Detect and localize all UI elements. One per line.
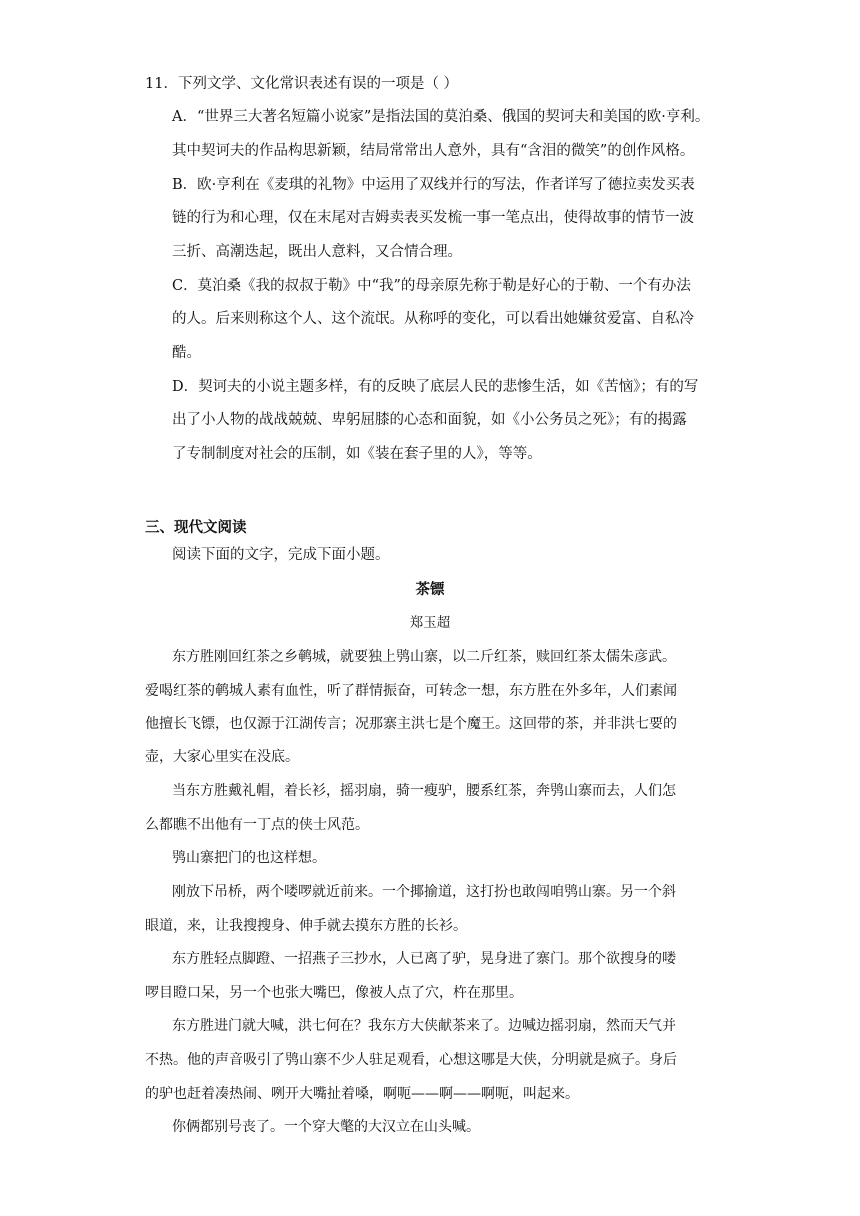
story-title: 茶镖 xyxy=(415,581,445,598)
option-c-line-3: 酷。 xyxy=(172,345,201,361)
story-line: 眼道，来，让我搜搜身、伸手就去摸东方胜的长衫。 xyxy=(145,918,467,934)
question-title: 11．下列文学、文化常识表述有误的一项是（ ） xyxy=(145,76,459,92)
option-c-line-1: C．莫泊桑《我的叔叔于勒》中“我”的母亲原先称于勒是好心的于勒、一个有办法 xyxy=(172,278,691,294)
option-b-line-3: 三折、高潮迭起，既出人意料，又合情合理。 xyxy=(172,244,462,260)
story-line: 鸮山寨把门的也这样想。 xyxy=(172,850,326,866)
option-c-line-2: 的人。后来则称这个人、这个流氓。从称呼的变化，可以看出她嫌贫爱富、自私冷 xyxy=(172,311,694,327)
story-line: 壶，大家心里实在没底。 xyxy=(145,749,299,765)
story-line: 你俩都别号丧了。一个穿大氅的大汉立在山头喊。 xyxy=(172,1119,480,1135)
story-line: 么都瞧不出他有一丁点的侠士风范。 xyxy=(145,817,369,833)
story-line: 他擅长飞镖，也仅源于江湖传言；况那寨主洪七是个魔王。这回带的茶，并非洪七要的 xyxy=(145,716,677,732)
section-instruction: 阅读下面的文字，完成下面小题。 xyxy=(172,547,390,563)
story-line: 不热。他的声音吸引了鸮山寨不少人驻足观看，心想这哪是大侠，分明就是疯子。身后 xyxy=(145,1052,677,1068)
story-line: 的驴也赶着凑热闹、咧开大嘴扯着嗓，啊呃——啊——啊呃，叫起来。 xyxy=(145,1086,579,1102)
section-title: 三、现代文阅读 xyxy=(145,519,247,536)
story-line: 东方胜轻点脚蹬、一招燕子三抄水，人已离了驴，晃身进了寨门。那个欲搜身的喽 xyxy=(172,951,676,967)
story-line: 东方胜进门就大喊，洪七何在？我东方大侠献茶来了。边喊边摇羽扇，然而天气并 xyxy=(172,1018,676,1034)
story-author: 郑玉超 xyxy=(409,615,451,631)
story-line: 刚放下吊桥，两个喽啰就近前来。一个揶揄道，这打扮也敢闯咱鸮山寨。另一个斜 xyxy=(172,884,676,900)
option-b-line-2: 链的行为和心理，仅在末尾对吉姆卖表买发梳一事一笔点出，使得故事的情节一波 xyxy=(172,210,694,226)
story-line: 当东方胜戴礼帽，着长衫，摇羽扇，骑一瘦驴，腰系红茶，奔鸮山寨而去，人们怎 xyxy=(172,783,676,799)
story-line: 东方胜刚回红茶之乡鹌城，就要独上鸮山寨，以二斤红茶，赎回红茶太儒朱彦武。 xyxy=(172,649,676,665)
option-d-line-2: 出了小人物的战战兢兢、卑躬屈膝的心态和面貌，如《小公务员之死》；有的揭露 xyxy=(172,412,687,428)
option-d-line-3: 了专制制度对社会的压制，如《装在套子里的人》，等等。 xyxy=(172,446,542,462)
option-a-line-2: 其中契诃夫的作品构思新颖，结局常常出人意外，具有“含泪的微笑”的创作风格。 xyxy=(172,143,695,159)
option-b-line-1: B．欧·亨利在《麦琪的礼物》中运用了双线并行的写法，作者详写了德拉卖发买表 xyxy=(172,177,695,193)
story-line: 啰目瞪口呆，另一个也张大嘴巴，像被人点了穴，杵在那里。 xyxy=(145,985,523,1001)
story-line: 爱喝红茶的鹌城人素有血性，听了群情振奋，可转念一想，东方胜在外多年，人们素闻 xyxy=(145,683,677,699)
option-a-line-1: A．“世界三大著名短篇小说家”是指法国的莫泊桑、俄国的契诃夫和美国的欧·亨利。 xyxy=(172,109,710,125)
option-d-line-1: D．契诃夫的小说主题多样，有的反映了底层人民的悲惨生活，如《苦恼》；有的写 xyxy=(172,379,699,395)
